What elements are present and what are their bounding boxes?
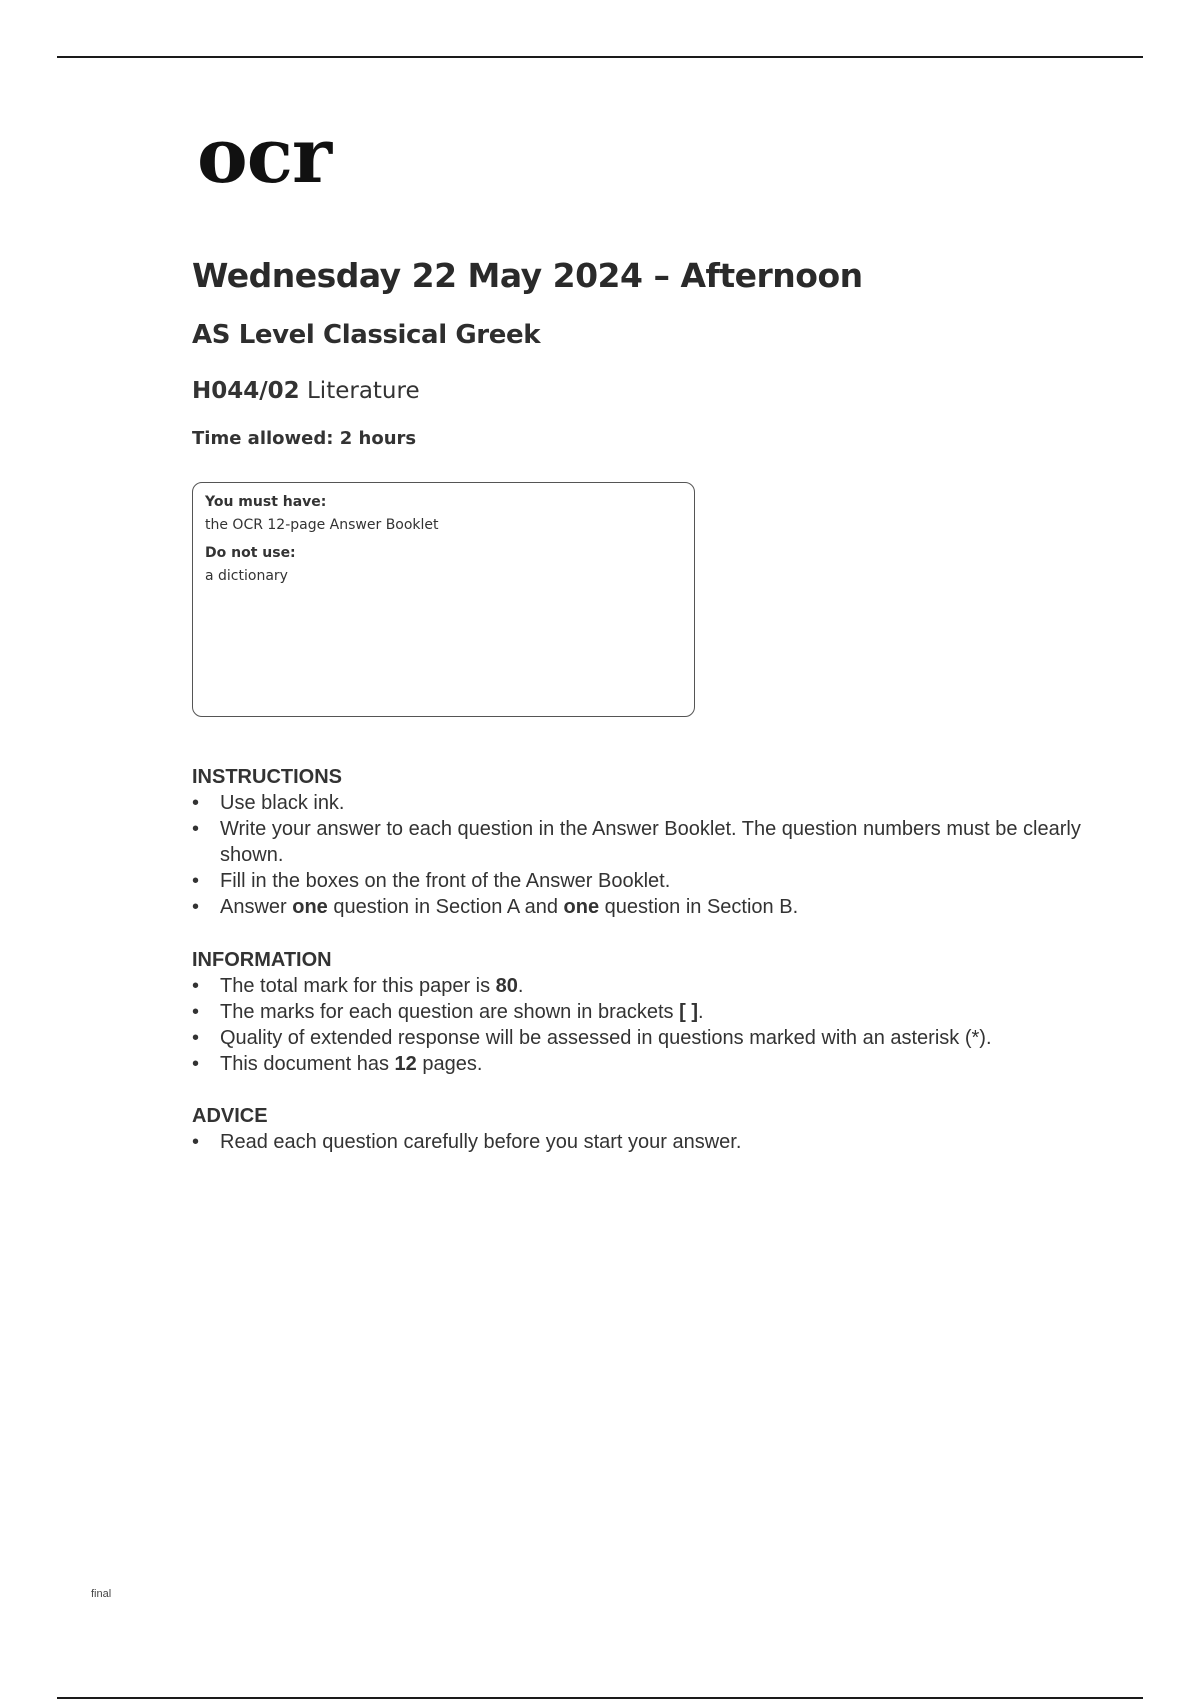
total-mark: 80 <box>495 975 518 997</box>
paper-line <box>192 378 420 404</box>
requirements-box <box>192 482 695 717</box>
information-item <box>192 973 1092 999</box>
instruction-emphasis: one <box>292 896 328 918</box>
do-not-use-item: a dictionary <box>205 568 288 584</box>
instruction-text: question in Section A and <box>327 896 564 918</box>
instruction-item: • Fill in the boxes on the front of the Answer Booklet. <box>192 868 1092 894</box>
instruction-text: question in Section B. <box>599 896 799 918</box>
information-item: • Quality of extended response will be assessed in questions marked with an asterisk (*). <box>192 1025 1092 1051</box>
do-not-use-heading: Do not use: <box>205 545 296 561</box>
paper-code: H044/02 <box>192 378 300 404</box>
instruction-emphasis: one <box>563 896 600 918</box>
bottom-rule <box>57 1697 1143 1699</box>
information-item <box>192 999 1092 1025</box>
advice-section <box>192 1103 1092 1155</box>
information-text: The total mark for this paper is <box>220 975 496 997</box>
instructions-list <box>192 790 1092 920</box>
instruction-text: Answer <box>220 896 293 918</box>
time-allowed: Time allowed: 2 hours <box>192 428 417 449</box>
instruction-item: • Use black ink. <box>192 790 1092 816</box>
information-text: pages. <box>416 1053 483 1075</box>
information-list <box>192 973 1092 1077</box>
information-heading: INFORMATION <box>192 949 332 971</box>
paper-title: Literature <box>306 378 420 404</box>
information-text: The marks for each question are shown in brackets <box>220 1001 680 1023</box>
information-item <box>192 1051 1092 1077</box>
top-rule <box>57 56 1143 58</box>
information-text: . <box>698 1001 704 1023</box>
footer-note: final <box>91 1588 112 1600</box>
information-text: This document has <box>220 1053 395 1075</box>
instructions-section <box>192 764 1092 920</box>
marks-brackets: [ ] <box>679 1001 699 1023</box>
instructions-heading: INSTRUCTIONS <box>192 766 342 788</box>
instruction-item <box>192 894 1092 920</box>
must-have-item: the OCR 12-page Answer Booklet <box>205 517 439 533</box>
information-section <box>192 947 1092 1077</box>
ocr-logo: ocr <box>197 111 332 200</box>
must-have-heading: You must have: <box>205 494 327 510</box>
subject-title: AS Level Classical Greek <box>192 320 541 350</box>
information-text: . <box>517 975 524 997</box>
advice-list <box>192 1129 1092 1155</box>
advice-item: • Read each question carefully before you start your answer. <box>192 1129 1092 1155</box>
exam-date-title: Wednesday 22 May 2024 – Afternoon <box>192 256 863 295</box>
instruction-item: • Write your answer to each question in the Answer Booklet. The question numbers must be clearly shown. <box>192 816 1092 868</box>
advice-heading: ADVICE <box>192 1105 268 1127</box>
page-count: 12 <box>394 1053 417 1075</box>
